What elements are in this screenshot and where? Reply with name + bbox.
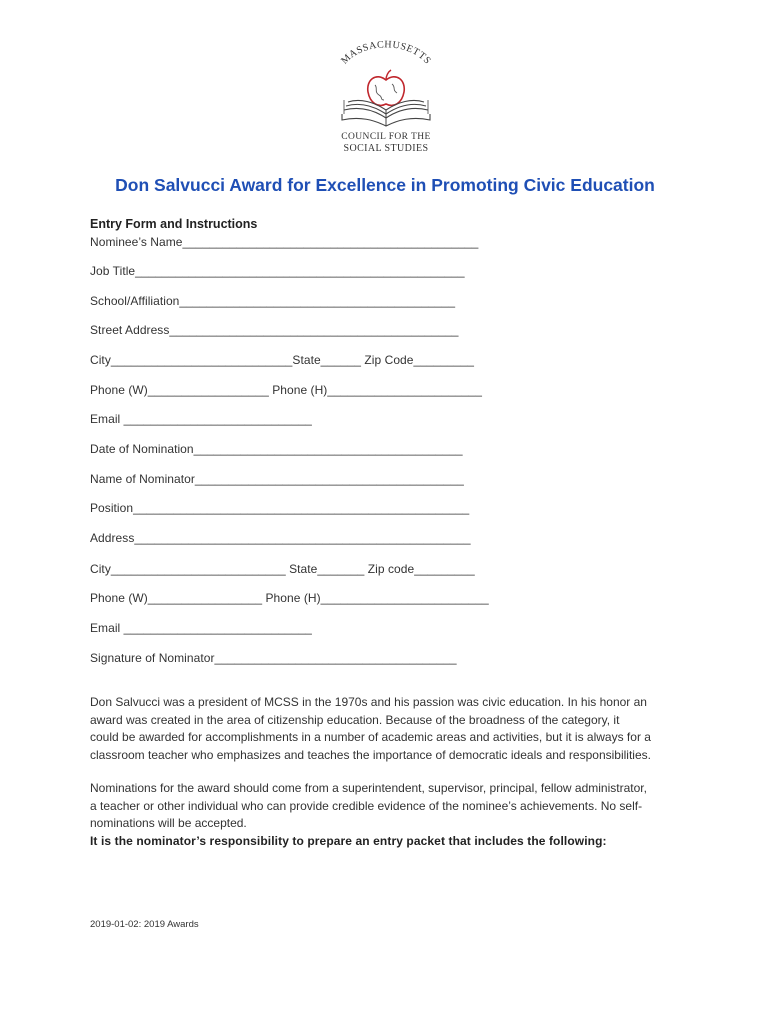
school-affiliation-field[interactable]: School/Affiliation_________________________________________: [90, 294, 456, 308]
paragraph-line: classroom teacher who emphasizes and teaches the importance of democratic ideals and responsibilities.: [90, 747, 651, 762]
nominator-email-field[interactable]: Email ____________________________: [90, 621, 312, 635]
mcss-logo: [330, 40, 442, 158]
date-of-nomination-field[interactable]: Date of Nomination________________________________________: [90, 442, 463, 456]
document-title: Don Salvucci Award for Excellence in Promoting Civic Education: [115, 175, 655, 195]
phone-field[interactable]: Phone (W)__________________ Phone (H)_______________________: [90, 383, 483, 397]
paragraph-line: award was created in the area of citizenship education. Because of the broadness of the category, it: [90, 712, 620, 727]
nominations-paragraph: [90, 780, 690, 833]
responsibility-statement: It is the nominator’s responsibility to prepare an entry packet that includes the following:: [90, 834, 607, 848]
form-subtitle: Entry Form and Instructions: [90, 217, 258, 231]
nominator-address-field[interactable]: Address__________________________________________________: [90, 531, 471, 545]
nominator-name-field[interactable]: Name of Nominator________________________________________: [90, 472, 464, 486]
nominator-phone-field[interactable]: Phone (W)_________________ Phone (H)_________________________: [90, 591, 489, 605]
logo-arc-text: MASSACHUSETTS: [339, 40, 433, 67]
nominee-name-field[interactable]: Nominee’s Name____________________________________________: [90, 235, 479, 249]
city-state-zip-field[interactable]: City___________________________State______ Zip Code_________: [90, 353, 475, 367]
logo-line-2: SOCIAL STUDIES: [343, 143, 429, 154]
nominator-signature-field[interactable]: Signature of Nominator____________________________________: [90, 651, 457, 665]
email-field[interactable]: Email ____________________________: [90, 412, 312, 426]
footer-text: 2019-01-02: 2019 Awards: [90, 919, 199, 930]
street-address-field[interactable]: Street Address___________________________________________: [90, 323, 459, 337]
paragraph-line: nominations will be accepted.: [90, 816, 247, 831]
description-paragraph: [90, 694, 690, 764]
position-field[interactable]: Position__________________________________________________: [90, 501, 470, 515]
job-title-field[interactable]: Job Title_________________________________________________: [90, 264, 465, 278]
nominator-city-state-zip-field[interactable]: City__________________________ State_______ Zip code_________: [90, 562, 475, 576]
paragraph-line: could be awarded for accomplishments in a number of academic areas and activities, but it is always for a: [90, 730, 651, 745]
paragraph-line: a teacher or other individual who can provide credible evidence of the nominee’s achievements. No self-: [90, 798, 643, 813]
book-apple-emblem: [330, 40, 442, 132]
paragraph-line: Don Salvucci was a president of MCSS in the 1970s and his passion was civic education. In his honor an: [90, 695, 647, 709]
paragraph-line: Nominations for the award should come from a superintendent, supervisor, principal, fellow administrator,: [90, 781, 647, 795]
logo-line-1: COUNCIL FOR THE: [341, 132, 431, 142]
